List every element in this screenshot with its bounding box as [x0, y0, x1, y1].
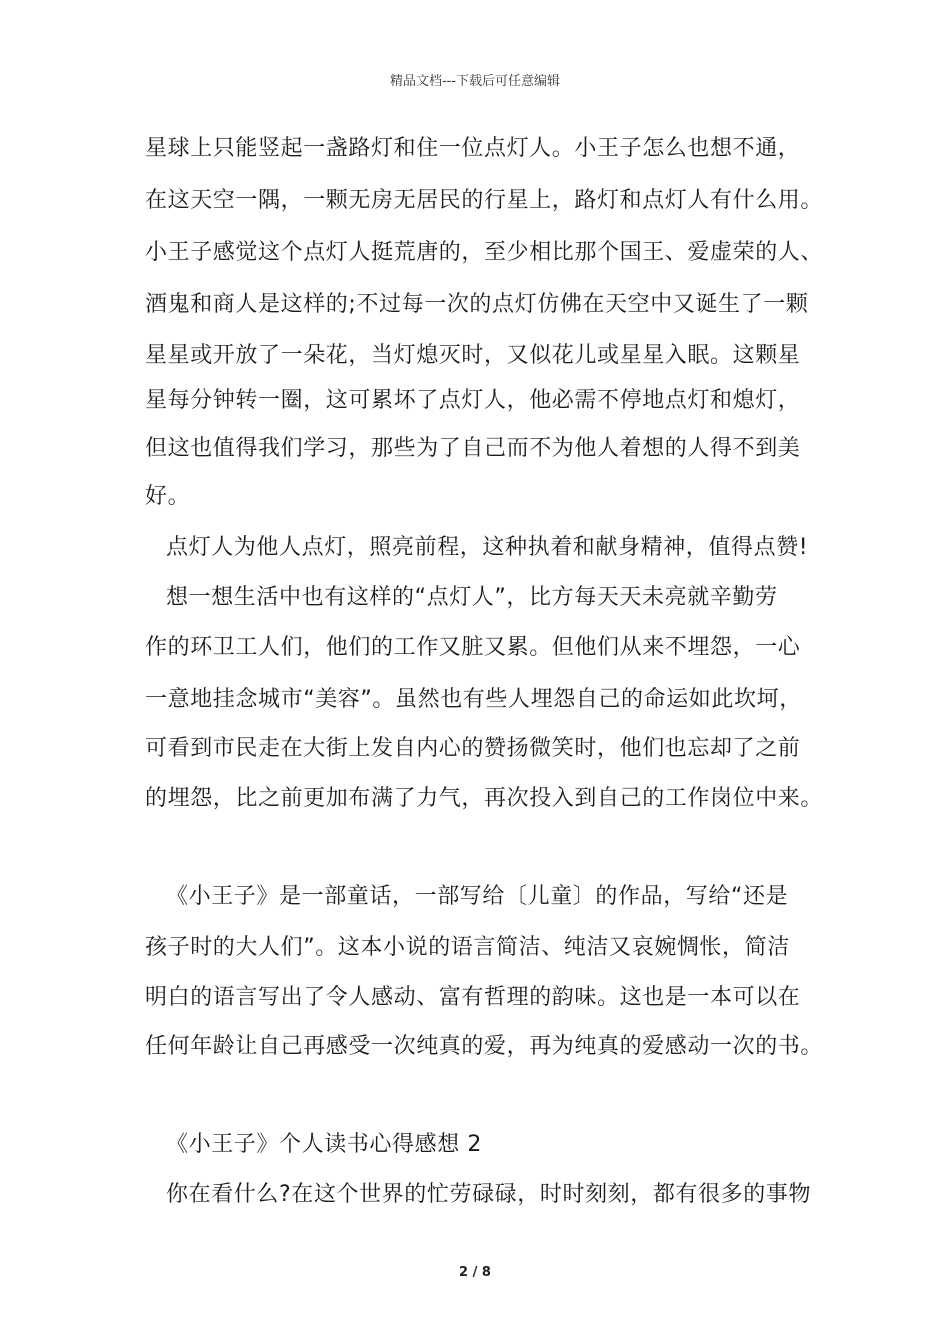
body-line-11: 作的环卫工人们，他们的工作又脏又累。但他们从来不埋怨，一心 — [145, 635, 801, 660]
page-number: 2 / 8 — [459, 1265, 491, 1280]
body-line-16: 孩子时的大人们”。这本小说的语言简洁、纯洁又哀婉惆怅，简洁 — [145, 935, 790, 960]
body-line-15: 《小王子》是一部童话，一部写给〔儿童〕的作品，写给“还是 — [166, 884, 789, 909]
body-line-13: 可看到市民走在大街上发自内心的赞扬微笑时，他们也忘却了之前 — [145, 736, 801, 761]
body-line-14: 的埋怨，比之前更加布满了力气，再次投入到自己的工作岗位中来。 — [145, 786, 824, 811]
body-line-12: 一意地挂念城市“美容”。虽然也有些人埋怨自己的命运如此坎坷， — [145, 687, 802, 712]
body-line-2: 在这天空一隅，一颗无房无居民的行星上，路灯和点灯人有什么用。 — [145, 188, 824, 213]
section-heading: 《小王子》个人读书心得感想 2 — [166, 1132, 482, 1157]
body-line-4: 酒鬼和商人是这样的;不过每一次的点灯仿佛在天空中又诞生了一颗 — [145, 292, 809, 317]
body-line-17: 明白的语言写出了令人感动、富有哲理的韵味。这也是一本可以在 — [145, 985, 801, 1010]
body-line-9: 点灯人为他人点灯，照亮前程，这种执着和献身精神，值得点赞! — [166, 535, 809, 560]
body-line-18: 任何年龄让自己再感受一次纯真的爱，再为纯真的爱感动一次的书。 — [145, 1034, 824, 1059]
body-line-1: 星球上只能竖起一盏路灯和住一位点灯人。小王子怎么也想不通， — [145, 136, 801, 161]
body-line-6: 星每分钟转一圈，这可累坏了点灯人，他必需不停地点灯和熄灯， — [145, 388, 801, 413]
body-line-8: 好。 — [145, 484, 191, 509]
body-line-3: 小王子感觉这个点灯人挺荒唐的，至少相比那个国王、爱虚荣的人、 — [145, 240, 824, 265]
body-line-20: 你在看什么?在这个世界的忙劳碌碌，时时刻刻，都有很多的事物 — [166, 1182, 812, 1207]
body-line-5: 星星或开放了一朵花，当灯熄灭时，又似花儿或星星入眠。这颗星 — [145, 343, 801, 368]
page-header: 精品文档---下载后可任意编辑 — [389, 74, 561, 89]
body-line-10: 想一想生活中也有这样的“点灯人”，比方每天天未亮就辛勤劳 — [166, 585, 778, 610]
body-line-7: 但这也值得我们学习，那些为了自己而不为他人着想的人得不到美 — [145, 436, 801, 461]
